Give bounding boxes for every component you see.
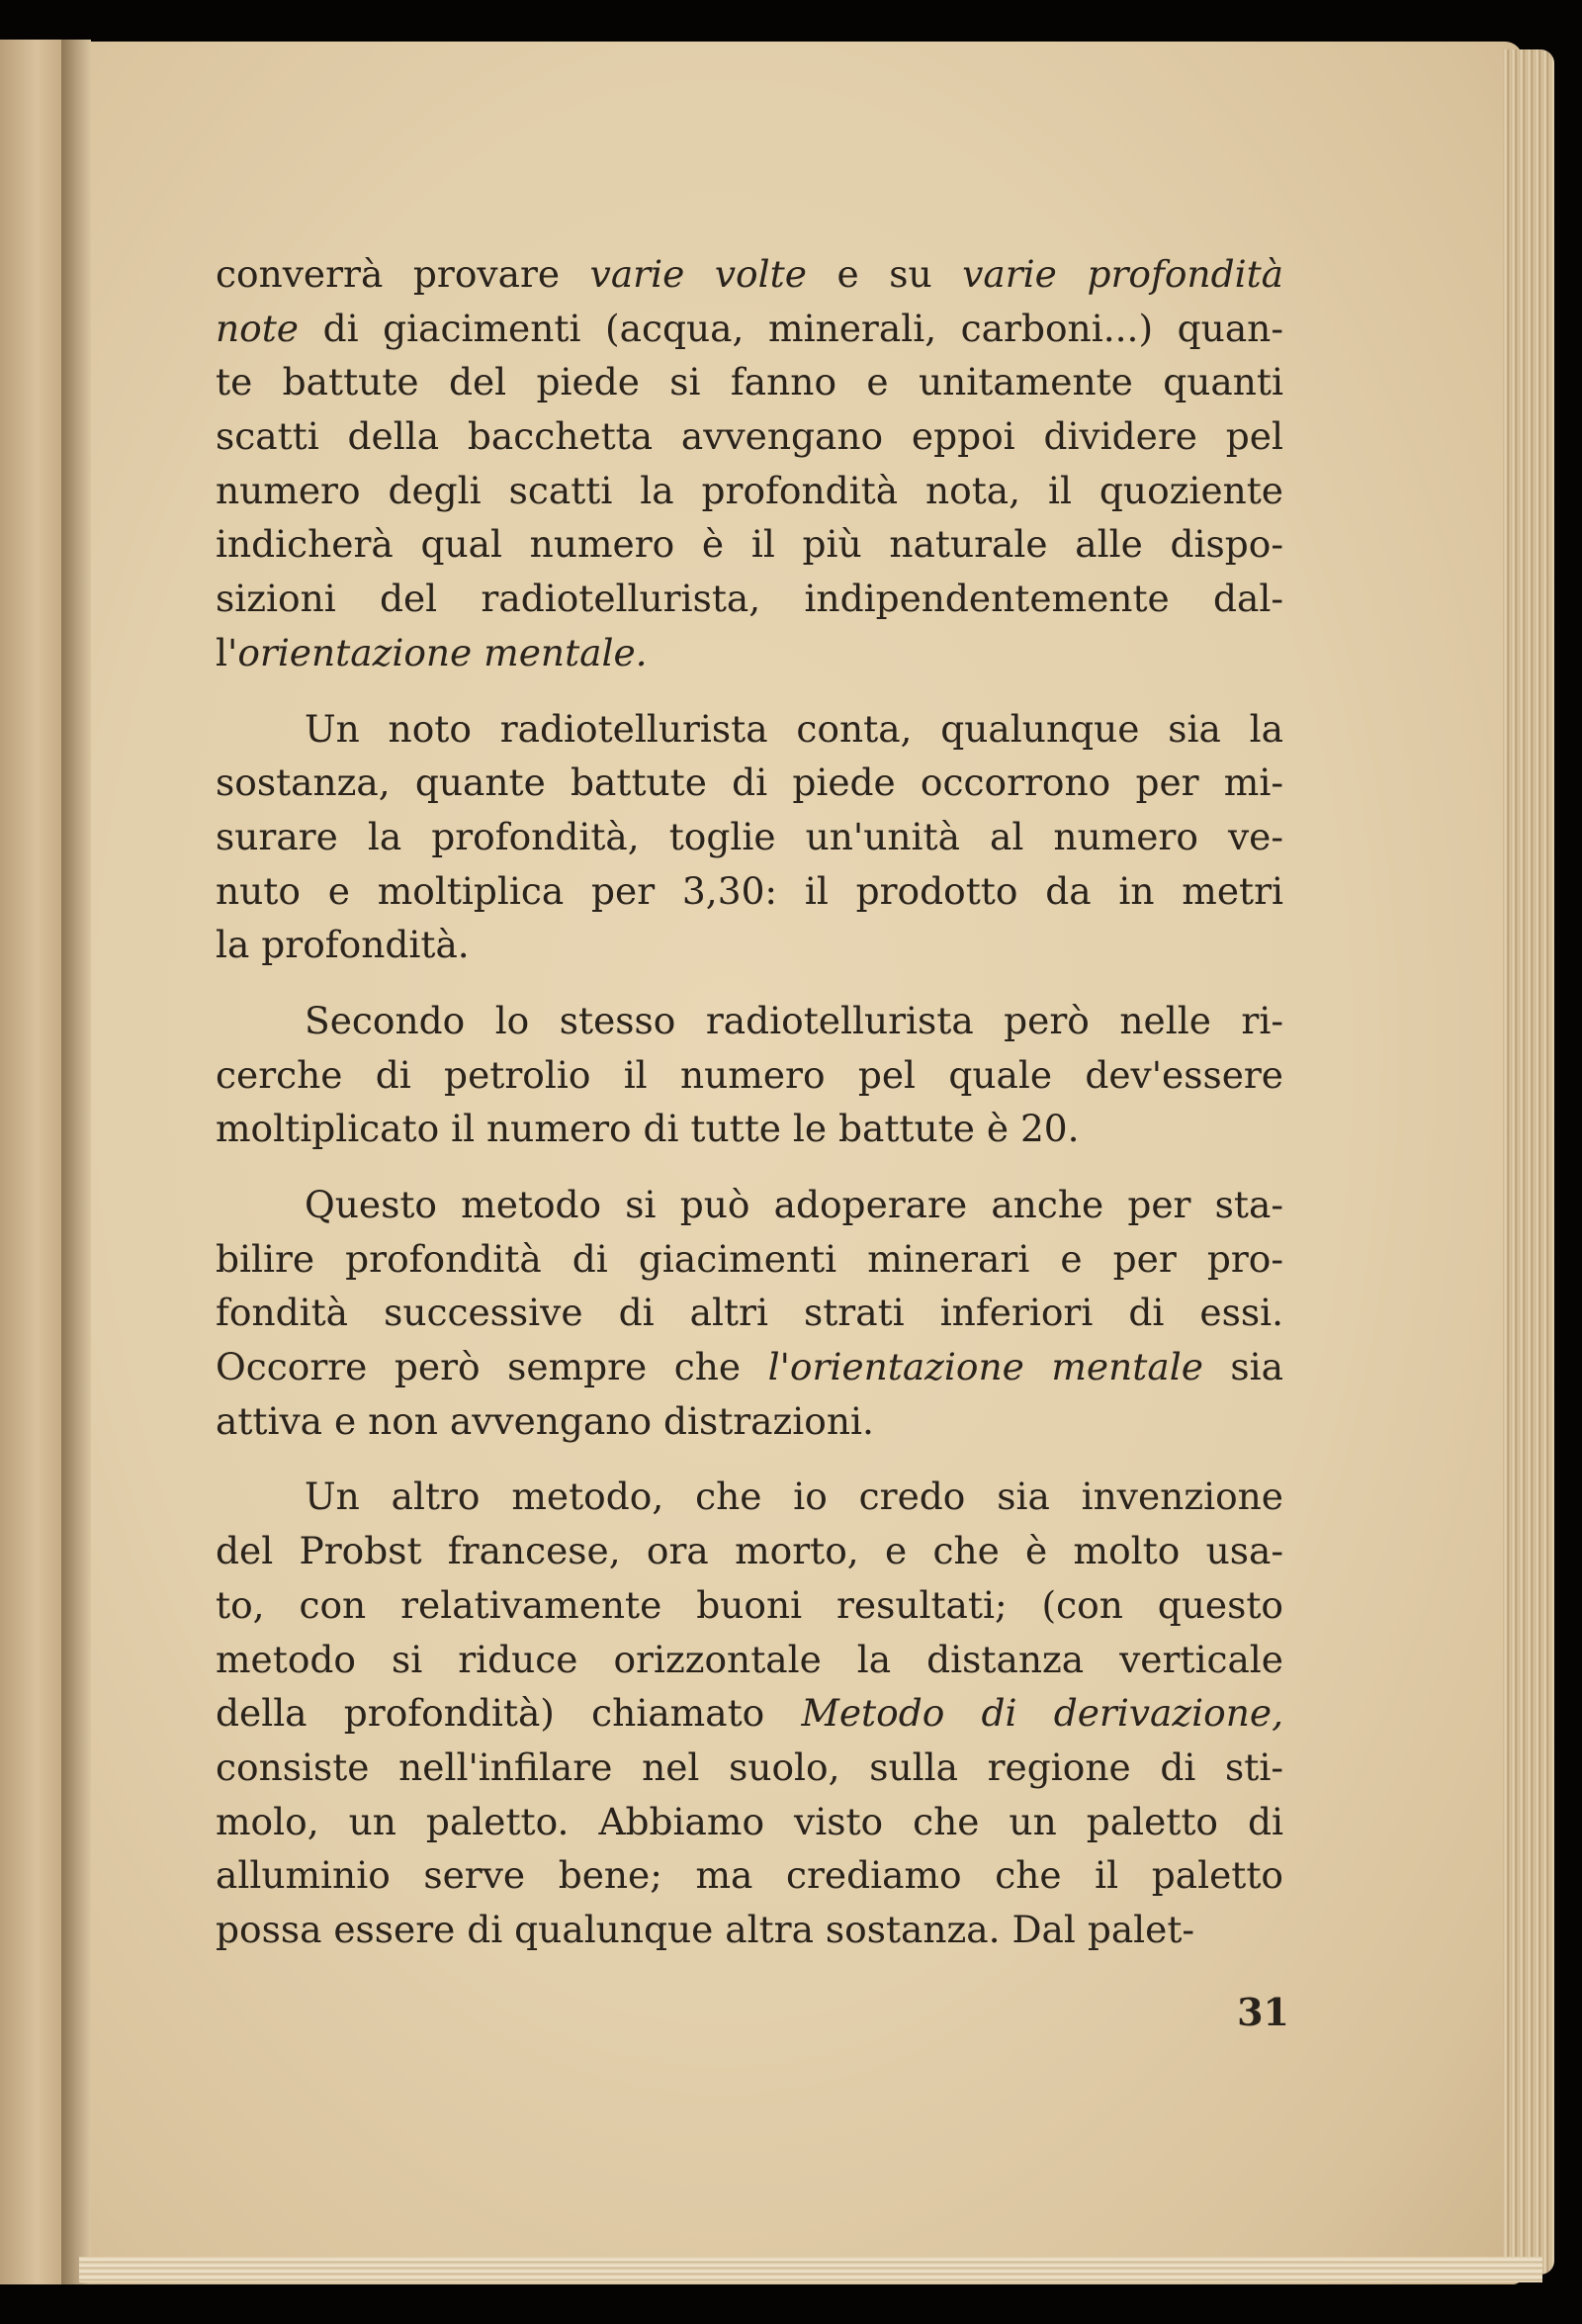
italic-text: Metodo di derivazione, <box>801 1691 1283 1736</box>
text-line: te battute del piede si fanno e unitamente quanti <box>216 360 1283 404</box>
page-body-text <box>216 247 1283 1957</box>
paragraph-gap <box>216 680 1283 702</box>
text-line: to, con relativamente buoni resultati; (con questo <box>216 1582 1283 1627</box>
text-line: possa essere di qualunque altra sostanza. Dal palet- <box>216 1907 1195 1951</box>
page-bottom-edge <box>79 2257 1542 2282</box>
text-line: moltiplicato il numero di tutte le battute è 20. <box>216 1107 1080 1151</box>
page-gutter <box>61 40 91 2284</box>
text-line: converrà provare varie volte e su varie profondità <box>216 252 1283 296</box>
text-line: molo, un paletto. Abbiamo visto che un paletto di <box>216 1799 1283 1843</box>
facing-page-edge <box>0 40 64 2284</box>
text-line: del Probst francese, ora morto, e che è molto usa- <box>216 1529 1283 1573</box>
italic-text: note <box>216 306 299 350</box>
italic-text: varie volte <box>589 252 807 296</box>
text-line: l'orientazione mentale. <box>216 630 648 674</box>
paragraph-gap <box>216 1448 1283 1470</box>
text-line: metodo si riduce orizzontale la distanza verticale <box>216 1637 1283 1681</box>
text-line: Secondo lo stesso radiotellurista però nelle ri- <box>305 998 1283 1042</box>
text-line: scatti della bacchetta avvengano eppoi dividere pel <box>216 414 1283 459</box>
text-line: note di giacimenti (acqua, minerali, carboni...) quan- <box>216 306 1283 350</box>
paragraph-gap <box>216 1156 1283 1178</box>
page-number: 31 <box>1237 1990 1289 2034</box>
text-line: fondità successive di altri strati inferiori di essi. <box>216 1291 1283 1335</box>
text-line: sostanza, quante battute di piede occorrono per mi- <box>216 760 1283 805</box>
text-line: Occorre però sempre che l'orientazione mentale sia <box>216 1345 1284 1389</box>
text-line: attiva e non avvengano distrazioni. <box>216 1398 874 1443</box>
text-line: Questo metodo si può adoperare anche per sta- <box>305 1183 1283 1226</box>
text-line: cerche di petrolio il numero pel quale dev'essere <box>216 1052 1283 1097</box>
text-line: numero degli scatti la profondità nota, il quoziente <box>216 468 1283 512</box>
italic-text: orientazione mentale. <box>237 630 648 674</box>
paragraph-gap <box>216 972 1283 994</box>
text-line: Un noto radiotellurista conta, qualunque sia la <box>305 706 1283 751</box>
text-line: surare la profondità, toglie un'unità al numero ve- <box>216 814 1283 858</box>
text-line: alluminio serve bene; ma crediamo che il paletto <box>216 1853 1283 1898</box>
italic-text: varie profondità <box>962 252 1283 296</box>
text-line: della profondità) chiamato Metodo di derivazione, <box>216 1691 1283 1736</box>
text-line: indicherà qual numero è il più naturale alle dispo- <box>216 522 1283 567</box>
text-line: nuto e moltiplica per 3,30: il prodotto da in metri <box>216 868 1283 913</box>
text-line: bilire profondità di giacimenti minerari e per pro- <box>216 1236 1283 1281</box>
italic-text: l'orientazione mentale <box>767 1345 1203 1389</box>
text-line: la profondità. <box>216 923 470 967</box>
text-line: consiste nell'infilare nel suolo, sulla regione di sti- <box>216 1744 1283 1789</box>
text-line: Un altro metodo, che io credo sia invenzione <box>305 1475 1283 1519</box>
text-line: sizioni del radiotellurista, indipendentemente dal- <box>216 577 1283 621</box>
page-stack-edge <box>1503 49 1554 2275</box>
